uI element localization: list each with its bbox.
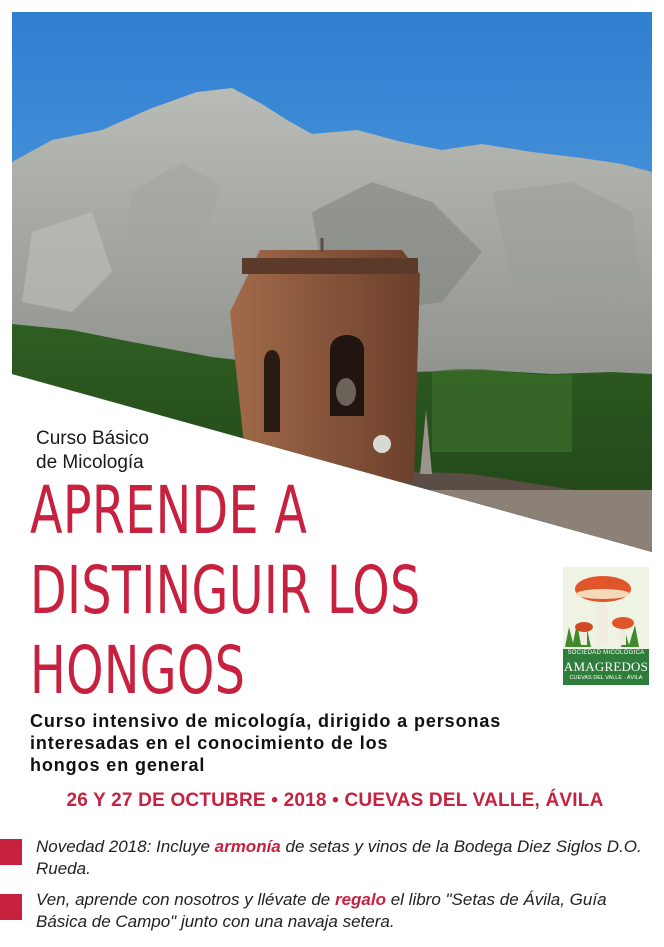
logo-place-label: CUEVAS DEL VALLE · ÁVILA: [569, 675, 643, 681]
note-novedad: [36, 836, 646, 880]
note-2-highlight: regalo: [334, 890, 386, 909]
bullet-marker-1: [0, 839, 22, 865]
note-regalo: [36, 889, 646, 933]
logo-name-label: AMAGREDOS: [563, 659, 649, 674]
headline-line2: DISTINGUIR LOS: [30, 552, 421, 629]
description-line2: interesadas en el conocimiento de los: [30, 733, 389, 753]
amagredos-logo: [563, 567, 649, 685]
course-subtitle-line1: Curso Básico: [36, 428, 149, 449]
note-1-highlight: armonía: [214, 837, 281, 856]
course-description: [30, 710, 590, 776]
note-1-text-before: Novedad 2018: Incluye: [36, 837, 215, 856]
event-dateline: 26 Y 27 DE OCTUBRE • 2018 • CUEVAS DEL VALLE, ÁVILA: [66, 790, 604, 811]
logo-society-label: SOCIEDAD MICOLÓGICA: [567, 650, 645, 656]
note-2-text-before: Ven, aprende con nosotros y llévate de: [36, 890, 335, 909]
description-line3: hongos en general: [30, 755, 206, 775]
course-subtitle-line2: de Micología: [36, 452, 144, 473]
bullet-marker-2: [0, 894, 22, 920]
headline-line3: HONGOS: [30, 632, 246, 709]
note-2-text-after: el libro "Setas de Ávila, Guía Básica de Campo" junto con una navaja setera.: [36, 890, 607, 931]
headline-line1: APRENDE A: [30, 472, 308, 549]
note-1-text-after: de setas y vinos de la Bodega Diez Siglos D.O. Rueda.: [36, 837, 642, 878]
description-line1: Curso intensivo de micología, dirigido a personas: [30, 711, 502, 731]
